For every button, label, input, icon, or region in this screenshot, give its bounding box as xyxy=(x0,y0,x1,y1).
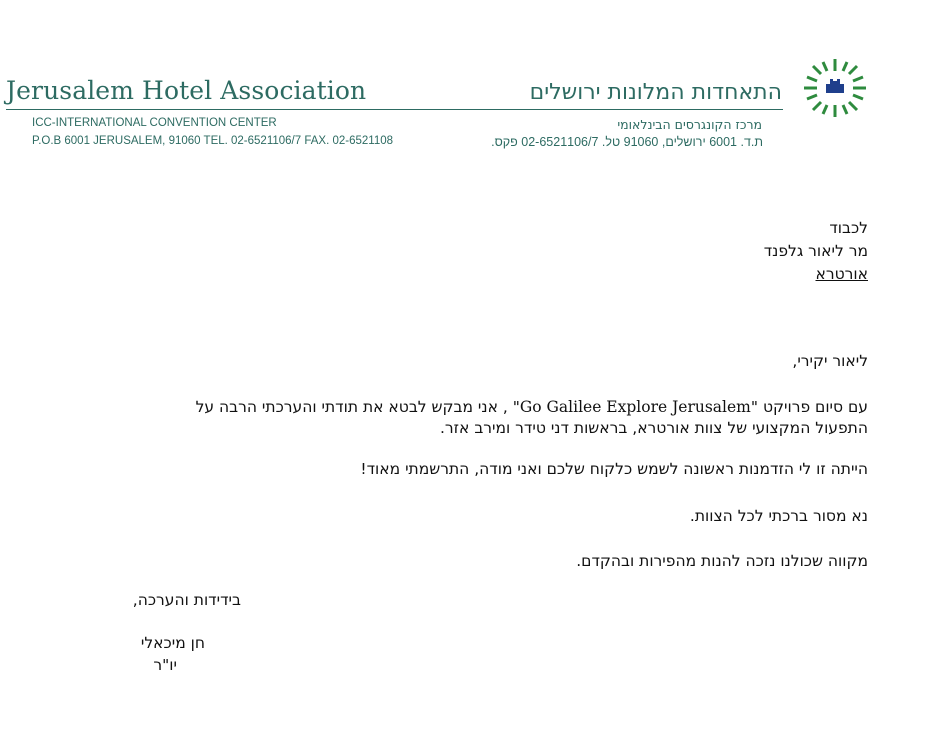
paragraph-4: מקווה שכולנו נזכה להנות מהפירות ובהקדם. xyxy=(576,552,868,570)
signer-title: יו"ר xyxy=(153,656,177,674)
recipient-line-2: מר ליאור גלפנד xyxy=(763,242,868,260)
subtitle-english: ICC-INTERNATIONAL CONVENTION CENTER xyxy=(32,117,277,129)
project-name: Go Galilee Explore Jerusalem xyxy=(519,398,751,416)
paragraph-1-line-2: התפעול המקצועי של צוות אורטרא, בראשות דני טידר ומירב אזר. xyxy=(439,419,868,437)
signer-name: חן מיכאלי xyxy=(140,634,205,652)
recipient-line-1: לכבוד xyxy=(829,219,868,237)
recipient-line-3: אורטרא xyxy=(815,265,868,283)
address-hebrew: ת.ד. 6001 ירושלים, 91060 טל. 02-6521106/7 פקס. xyxy=(491,135,763,149)
subtitle-hebrew: מרכז הקונגרסים הבינלאומי xyxy=(617,117,762,132)
greeting: ליאור יקירי, xyxy=(792,352,868,370)
p1-after: " , אני מבקש לבטא את תודתי והערכתי הרבה על xyxy=(195,398,520,416)
closing: בידידות והערכה, xyxy=(132,591,241,609)
association-logo-icon xyxy=(802,57,868,119)
paragraph-1-line-1 xyxy=(196,396,868,418)
paragraph-2: הייתה זו לי הזדמנות ראשונה לשמש כלקוח שלכם ואני מודה, התרשמתי מאוד! xyxy=(360,460,868,478)
p1-before: עם סיום פרויקט xyxy=(758,398,868,416)
letterhead-divider xyxy=(6,109,783,110)
org-name-hebrew: התאחדות המלונות ירושלים xyxy=(529,80,782,105)
org-name-english: Jerusalem Hotel Association xyxy=(6,76,367,105)
address-line xyxy=(32,135,763,153)
paragraph-3: נא מסור ברכתי לכל הצוות. xyxy=(689,507,868,525)
address-english: P.O.B 6001 JERUSALEM, 91060 TEL. 02-6521106/7 FAX. 02-6521108 xyxy=(32,135,394,147)
p1-quote-open: " xyxy=(750,398,759,416)
